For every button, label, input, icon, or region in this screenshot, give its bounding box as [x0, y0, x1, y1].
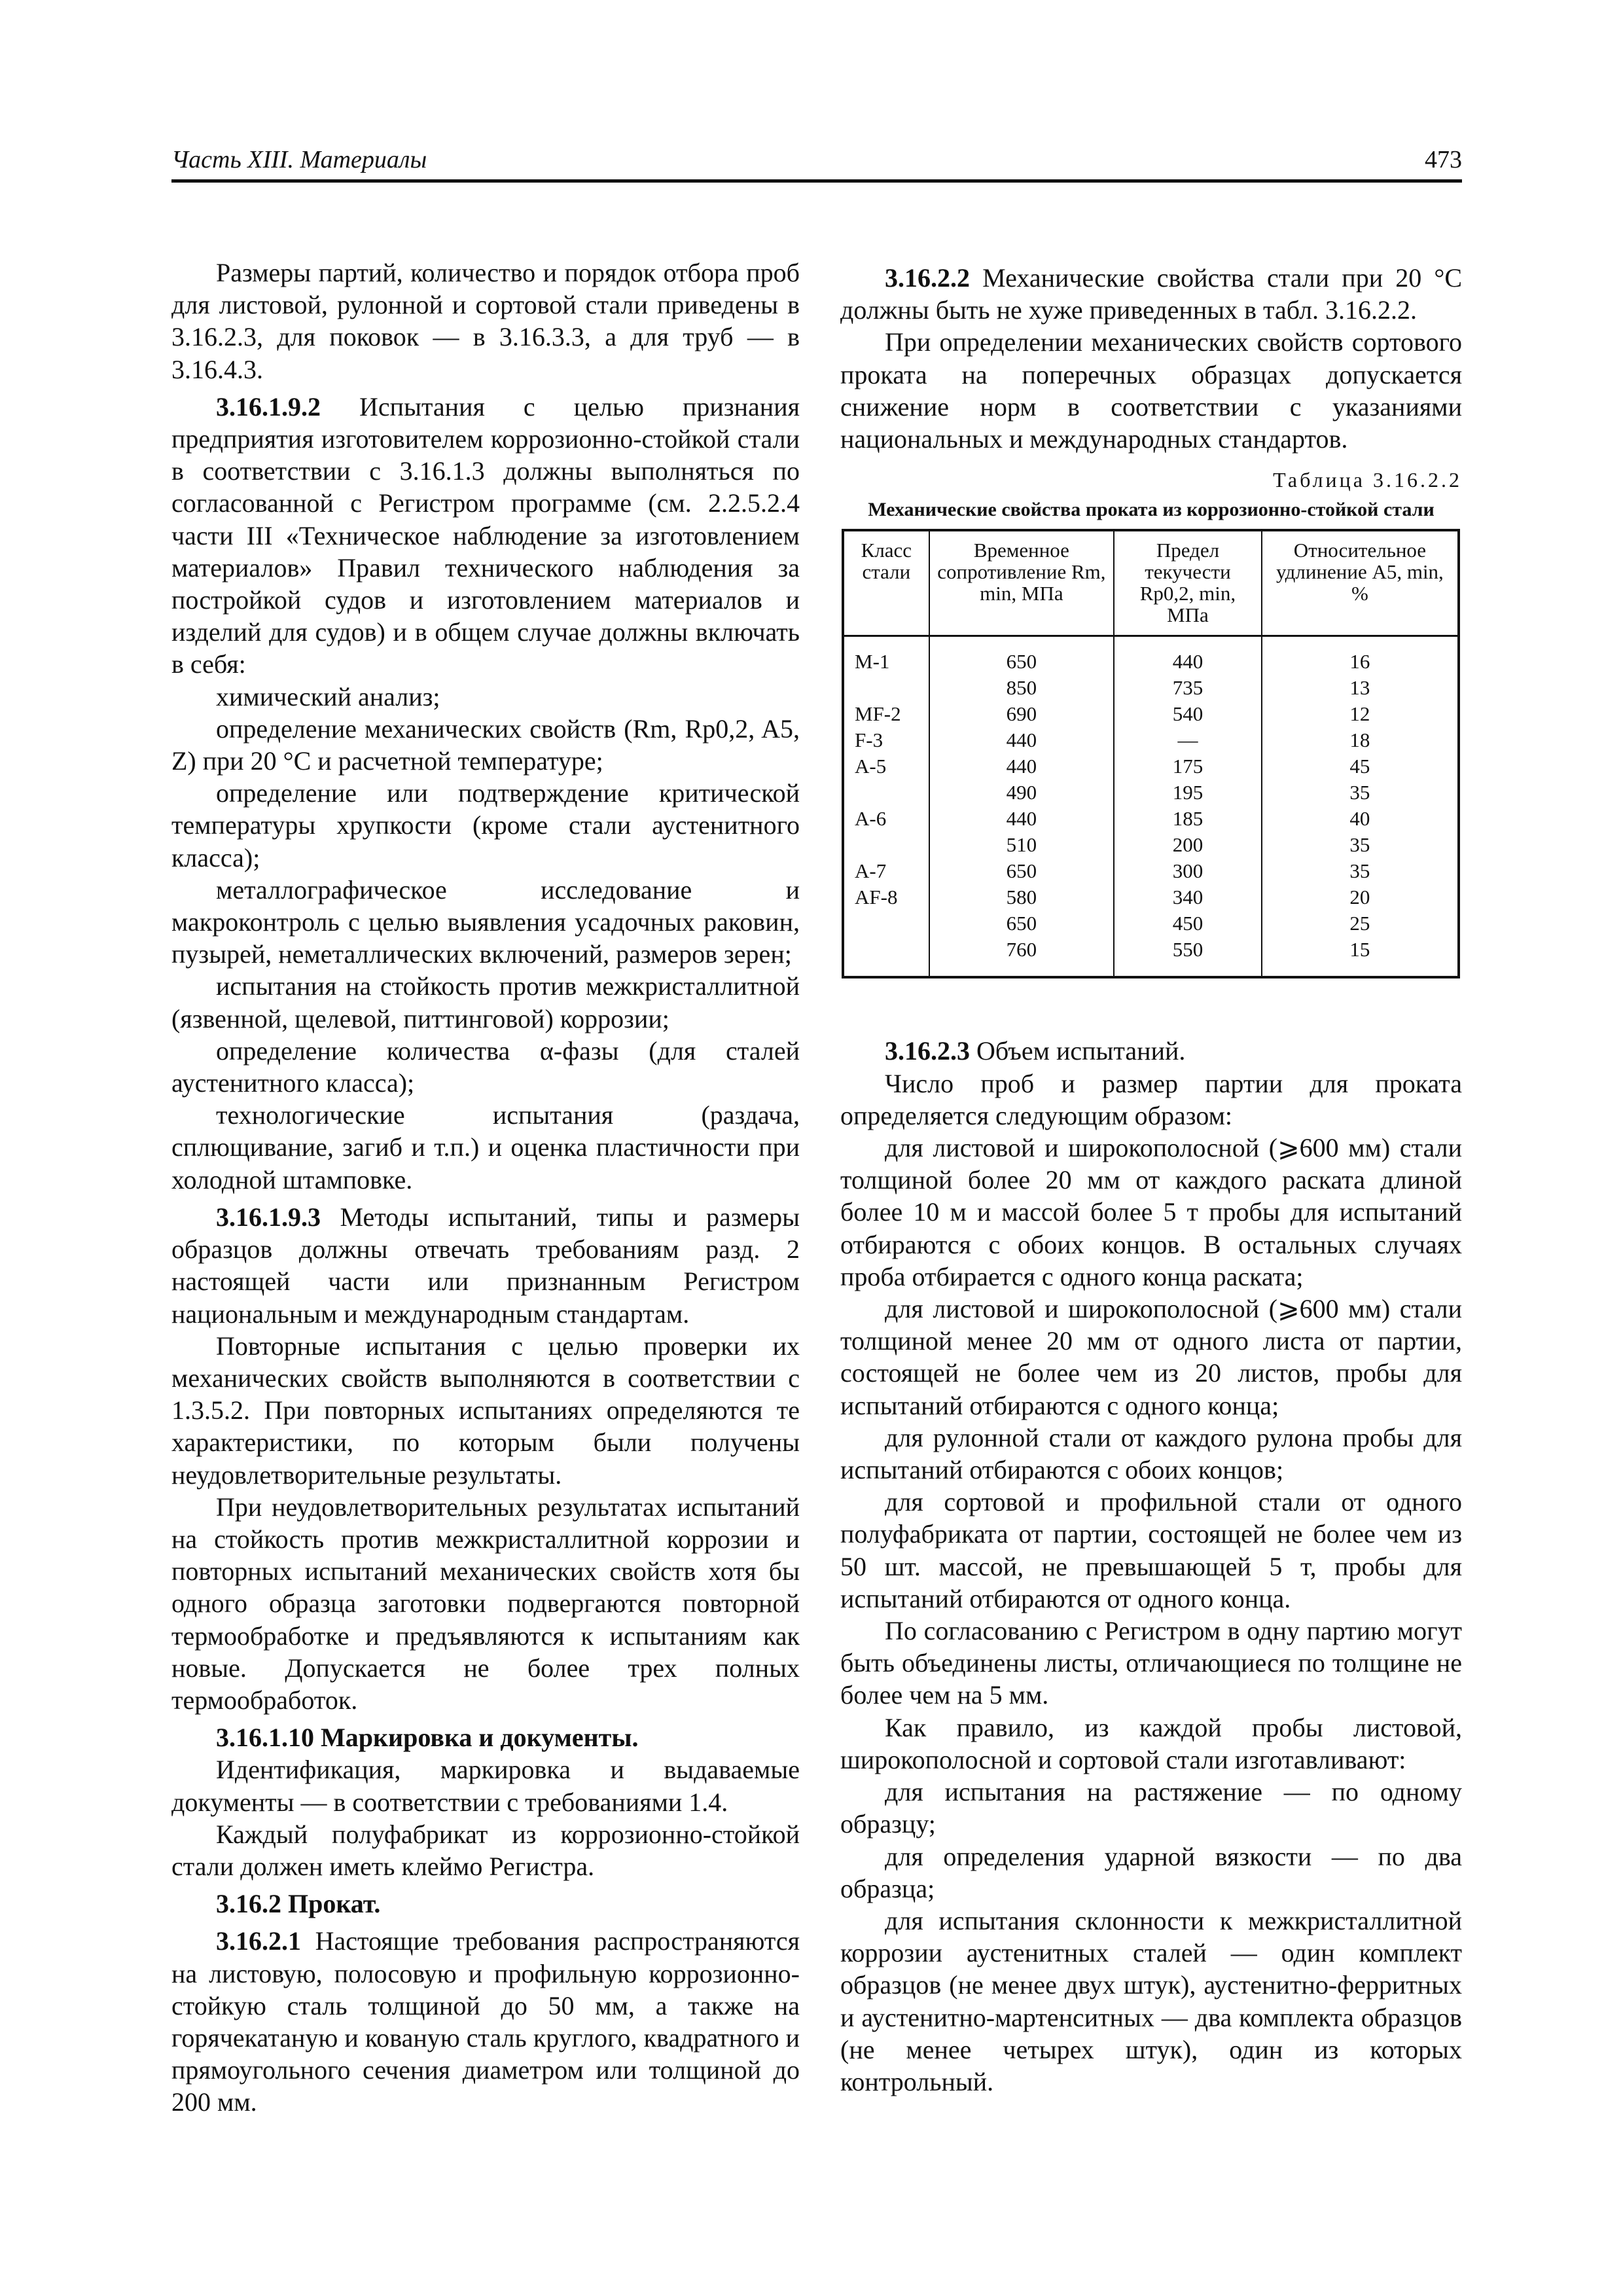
right-column: [840, 257, 1462, 2098]
table-row: [843, 675, 1459, 701]
left-paragraph: [171, 391, 800, 681]
table-row: [843, 780, 1459, 806]
table-cell: 760: [929, 937, 1114, 977]
table-row: [843, 910, 1459, 937]
clause-number: 3.16.2.3: [885, 1036, 970, 1066]
table-cell: 540: [1114, 701, 1262, 727]
paragraph-text: испытания на стойкость против межкристаллитной (язвенной, щелевой, питтинговой) коррозии;: [171, 971, 800, 1033]
left-column: [171, 257, 800, 2119]
table-cell: 200: [1114, 832, 1262, 858]
right-paragraph: [840, 1067, 1462, 1132]
left-paragraph: [171, 777, 800, 874]
clause-number: 3.16.1.9.2: [216, 391, 321, 422]
header-steel-class: Класс стали: [843, 530, 929, 636]
table-cell: 650: [929, 636, 1114, 675]
paragraph-text: для листовой и широкополосной (⩾600 мм) стали толщиной менее 20 мм от одного листа от партии, состоящей не более чем из 20 листов, пробы для испытаний отбираются с одного конца;: [840, 1294, 1462, 1420]
paragraph-text: Число проб и размер партии для проката определяется следующим образом:: [840, 1068, 1462, 1130]
paragraph-text: Объем испытаний.: [970, 1036, 1186, 1066]
left-paragraph: [171, 681, 800, 713]
left-paragraph: [171, 970, 800, 1034]
table-title: Механические свойства проката из коррозионно-стойкой стали: [868, 499, 1435, 521]
paragraph-text: Настоящие требования распространяются на листовую, полосовую и профильную коррозионно-стойкую сталь толщиной до 50 мм, а также на горячекатаную и кованую сталь круглого, квадратного и прямоугольного сечения диаметром или толщиной до 200 мм.: [171, 1926, 800, 2117]
table-cell: 450: [1114, 910, 1262, 937]
table-cell: A-7: [855, 859, 887, 883]
paragraph-text: При определении механических свойств сортового проката на поперечных образцах допускается снижение норм в соответствии с указаниями национальных и международных стандартов.: [840, 327, 1462, 454]
paragraph-text: Методы испытаний, типы и размеры образцов должны отвечать требованиям разд. 2 настоящей части или признанным Регистром национальным и международным стандартам.: [171, 1202, 800, 1329]
table-cell: 650: [929, 858, 1114, 884]
table-cell: M-1: [855, 650, 890, 673]
table-cell: AF-8: [855, 886, 898, 909]
table-cell: 850: [929, 675, 1114, 701]
paragraph-text: для определения ударной вязкости — по два образца;: [840, 1841, 1462, 1903]
table-cell: 18: [1262, 727, 1459, 753]
paragraph-text: определение количества α-фазы (для сталей аустенитного класса);: [171, 1035, 800, 1098]
page-number: 473: [1425, 146, 1462, 173]
table-cell: 490: [929, 780, 1114, 806]
table-cell: MF-2: [855, 702, 901, 726]
table-row: [843, 753, 1459, 780]
table-cell: F-3: [855, 728, 883, 752]
right-column-top: [840, 262, 1462, 455]
table-cell: [843, 780, 929, 806]
table-cell: 510: [929, 832, 1114, 858]
table-cell: A-5: [855, 755, 887, 778]
table-cell: 440: [929, 727, 1114, 753]
left-paragraph: [171, 1925, 800, 2118]
paragraph-text: Размеры партий, количество и порядок отбора проб для листовой, рулонной и сортовой стали приведены в 3.16.2.3, для поковок — в 3.16.3.3, а для труб — в 3.16.4.3.: [171, 258, 800, 384]
left-paragraph: [171, 1099, 800, 1196]
table-cell: 300: [1114, 858, 1262, 884]
right-paragraph: [840, 1422, 1462, 1486]
right-paragraph: [840, 326, 1462, 455]
paragraph-text: для испытания склонности к межкристаллитной коррозии аустенитных сталей — один комплект образцов (не менее двух штук), аустенитно-ферритных и аустенитно-мартенситных — два комплекта образцов (не менее четырех штук), один из которых контрольный.: [840, 1905, 1462, 2096]
table-cell: 735: [1114, 675, 1262, 701]
clause-number: 3.16.2.2: [885, 263, 970, 293]
table-cell: 40: [1262, 806, 1459, 832]
left-paragraph: [171, 1330, 800, 1491]
table-row: [843, 806, 1459, 832]
left-paragraph: [171, 1201, 800, 1330]
right-paragraph: [840, 1840, 1462, 1905]
clause-number: 3.16.1.9.3: [216, 1202, 321, 1232]
clause-number: 3.16.1.10 Маркировка и документы.: [216, 1723, 639, 1753]
paragraph-text: для листовой и широкополосной (⩾600 мм) стали толщиной более 20 мм от каждого раската длиной более 10 м и массой более 5 т пробы для испытаний отбираются с обоих концов. В остальных случаях проба отбирается с одного конца раската;: [840, 1133, 1462, 1291]
table-cell: 175: [1114, 753, 1262, 780]
left-paragraph: [171, 1721, 800, 1753]
header-elongation: Относительное удлинение A5, min, %: [1262, 530, 1459, 636]
right-paragraph: [840, 1293, 1462, 1422]
paragraph-text: Испытания с целью признания предприятия изготовителем коррозионно-стойкой стали в соответствии с 3.16.1.3 должны выполняться по согласованной с Регистром программе (см. 2.2.5.2.4 части III «Техническое наблюдение за изготовлением материалов» Правил технического наблюдения за постройкой судов и изготовлением материалов и изделий для судов) и в общем случае должны включать в себя:: [171, 391, 800, 679]
table-number: Таблица 3.16.2.2: [1273, 468, 1462, 492]
table-cell: 650: [929, 910, 1114, 937]
paragraph-text: для испытания на растяжение — по одному образцу;: [840, 1777, 1462, 1839]
left-paragraph: [171, 1491, 800, 1716]
right-paragraph: [840, 1132, 1462, 1293]
right-paragraph: [840, 1776, 1462, 1840]
table-cell: 690: [929, 701, 1114, 727]
right-paragraph: [840, 1486, 1462, 1615]
right-paragraph: [840, 262, 1462, 326]
table-cell: [843, 675, 929, 701]
right-paragraph: [840, 1035, 1462, 1067]
table-cell: 35: [1262, 858, 1459, 884]
paragraph-text: технологические испытания (раздача, сплющивание, загиб и т.п.) и оценка пластичности при холодной штамповке.: [171, 1100, 800, 1194]
right-paragraph: [840, 1905, 1462, 2098]
paragraph-text: определение или подтверждение критической температуры хрупкости (кроме стали аустенитного класса);: [171, 778, 800, 872]
paragraph-text: Механические свойства стали при 20 °C должны быть не хуже приведенных в табл. 3.16.2.2.: [840, 263, 1462, 325]
table-cell: 45: [1262, 753, 1459, 780]
table-cell: [843, 832, 929, 858]
table-cell: [843, 910, 929, 937]
table-cell: 15: [1262, 937, 1459, 977]
table-row: [843, 832, 1459, 858]
right-paragraph: [840, 1712, 1462, 1776]
table-row: [843, 884, 1459, 910]
table-row: [843, 727, 1459, 753]
table-cell: 440: [929, 753, 1114, 780]
paragraph-text: Как правило, из каждой пробы листовой, широкополосной и сортовой стали изготавливают:: [840, 1712, 1462, 1774]
paragraph-text: Каждый полуфабрикат из коррозионно-стойкой стали должен иметь клеймо Регистра.: [171, 1819, 800, 1881]
table-cell: 580: [929, 884, 1114, 910]
table-cell: 440: [1114, 636, 1262, 675]
header-yield-strength: Предел текучести Rp0,2, min, МПа: [1114, 530, 1262, 636]
right-paragraph: [840, 1615, 1462, 1712]
table-cell: 25: [1262, 910, 1459, 937]
clause-number: 3.16.2 Прокат.: [216, 1889, 381, 1919]
paragraph-text: По согласованию с Регистром в одну партию могут быть объединены листы, отличающиеся по толщине не более чем на 5 мм.: [840, 1616, 1462, 1710]
table-cell: 13: [1262, 675, 1459, 701]
table-cell: 12: [1262, 701, 1459, 727]
table-cell: [843, 937, 929, 977]
table-cell: 20: [1262, 884, 1459, 910]
left-paragraph: [171, 1035, 800, 1099]
paragraph-text: определение механических свойств (Rm, Rp0,2, A5, Z) при 20 °C и расчетной температуре;: [171, 713, 800, 776]
table-cell: 35: [1262, 780, 1459, 806]
table-cell: 16: [1262, 636, 1459, 675]
mechanical-properties-table: [842, 529, 1460, 978]
table-row: [843, 858, 1459, 884]
left-paragraph: [171, 1888, 800, 1920]
header-tensile-strength: Временное сопротивление Rm, min, МПа: [929, 530, 1114, 636]
left-paragraph: [171, 713, 800, 777]
table-cell: 35: [1262, 832, 1459, 858]
table-row: [843, 937, 1459, 977]
table-cell: 195: [1114, 780, 1262, 806]
table-cell: A-6: [855, 807, 887, 831]
table-row: [843, 701, 1459, 727]
table-cell: 550: [1114, 937, 1262, 977]
table-cell: —: [1114, 727, 1262, 753]
paragraph-text: Идентификация, маркировка и выдаваемые документы — в соответствии с требованиями 1.4.: [171, 1755, 800, 1817]
paragraph-text: химический анализ;: [216, 681, 440, 711]
paragraph-text: При неудовлетворительных результатах испытаний на стойкость против межкристаллитной коррозии и повторных испытаний механических свойств хотя бы одного образца заготовки подвергаются повторной термообработке и предъявляются к испытаниям как новые. Допускается не более трех полных термообработок.: [171, 1492, 800, 1715]
table-cell: 340: [1114, 884, 1262, 910]
table-row: [843, 636, 1459, 675]
right-column-bottom: [840, 1035, 1462, 2098]
running-title: Часть XIII. Материалы: [171, 146, 427, 173]
page-header: [171, 143, 1462, 183]
paragraph-text: Повторные испытания с целью проверки их механических свойств выполняются в соответствии с 1.3.5.2. При повторных испытаниях определяются те характеристики, по которым были получены неудовлетворительные результаты.: [171, 1331, 800, 1490]
paragraph-text: для сортовой и профильной стали от одного полуфабриката от партии, состоящей не более чем из 50 шт. массой, не превышающей 5 т, пробы для испытаний отбираются от одного конца.: [840, 1487, 1462, 1613]
clause-number: 3.16.2.1: [216, 1926, 301, 1956]
paragraph-text: для рулонной стали от каждого рулона пробы для испытаний отбираются с обоих концов;: [840, 1422, 1462, 1485]
left-paragraph: [171, 1818, 800, 1882]
table-cell: 185: [1114, 806, 1262, 832]
left-paragraph: [171, 874, 800, 971]
left-paragraph: [171, 257, 800, 386]
table-cell: 440: [929, 806, 1114, 832]
paragraph-text: металлографическое исследование и макроконтроль с целью выявления усадочных раковин, пузырей, неметаллических включений, размеров зерен;: [171, 874, 800, 969]
table-header-row: [843, 530, 1459, 636]
left-paragraph: [171, 1753, 800, 1818]
